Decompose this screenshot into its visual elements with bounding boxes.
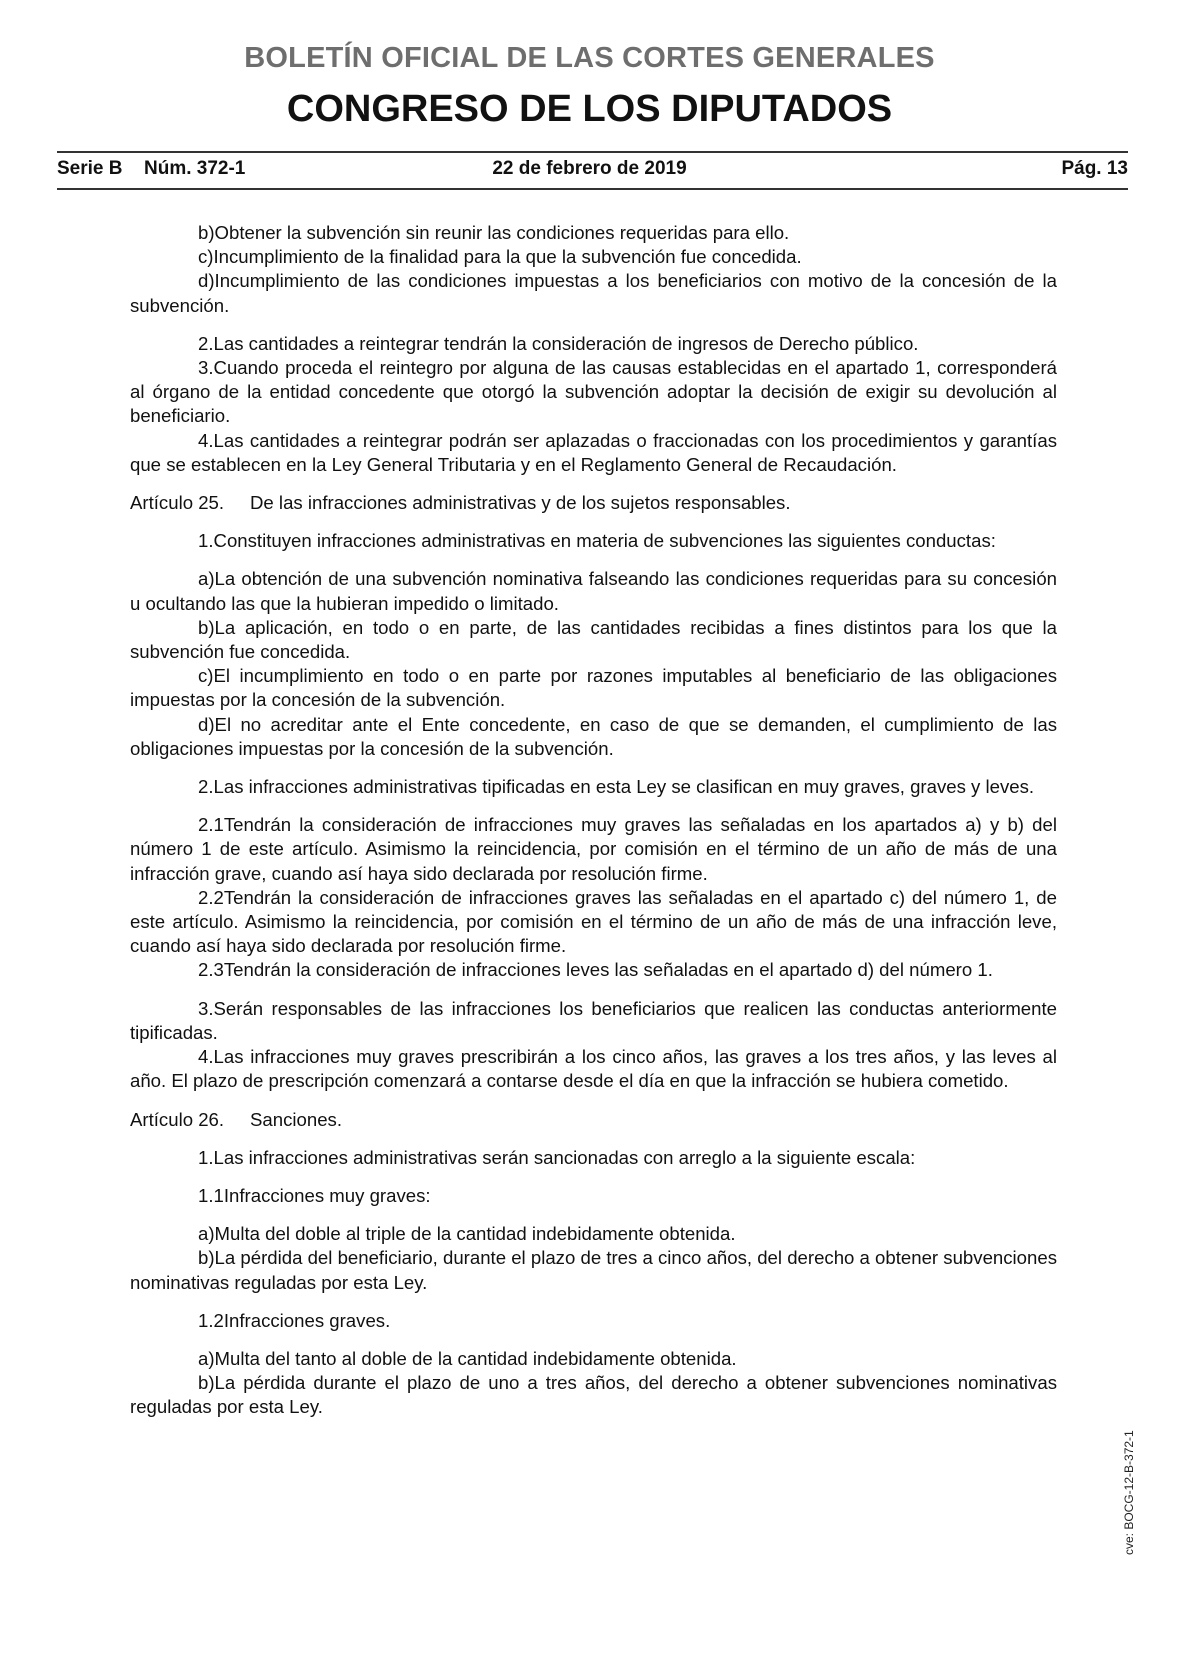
paragraph	[130, 332, 1057, 356]
paragraph-label: 1.	[198, 1146, 214, 1168]
paragraph-text: El no acreditar ante el Ente concedente, en caso de que se demanden, el cumplimiento de las obligaciones impuestas por la concesión de la subvención.	[130, 713, 1057, 759]
paragraph	[130, 529, 1057, 553]
paragraph-label: 1.2	[198, 1309, 224, 1331]
paragraph-text: Cuando proceda el reintegro por alguna de las causas establecidas en el apartado 1, corresponderá al órgano de la entidad concedente que otorgó la subvención adoptar la decisión de exigir su devolución al beneficiario.	[130, 357, 1057, 427]
paragraph-text: Las infracciones administrativas serán sancionadas con arreglo a la siguiente escala:	[213, 1146, 916, 1168]
paragraph-text: Las cantidades a reintegrar podrán ser aplazadas o fraccionadas con los procedimientos y garantías que se establecen en la Ley General Tributaria y en el Reglamento General de Recaudación.	[130, 429, 1057, 475]
paragraph-text: El incumplimiento en todo o en parte por razones imputables al beneficiario de las obligaciones impuestas por la concesión de la subvención.	[130, 665, 1057, 711]
header-rule-top	[57, 151, 1128, 153]
paragraph	[130, 1184, 1057, 1208]
paragraph-text: La pérdida durante el plazo de uno a tres años, del derecho a obtener subvenciones nominativas reguladas por esta Ley.	[130, 1372, 1057, 1418]
paragraph	[130, 356, 1057, 429]
paragraph-text: La pérdida del beneficiario, durante el plazo de tres a cinco años, del derecho a obtener subvenciones nominativas reguladas por esta Ley.	[130, 1247, 1057, 1293]
paragraph-text: Las infracciones muy graves prescribirán a los cinco años, las graves a los tres años, y las leves al año. El plazo de prescripción comenzará a contarse desde el día en que la infracción se hubiera cometido.	[130, 1046, 1057, 1092]
article-label: Artículo 26.	[130, 1108, 225, 1130]
paragraph	[130, 997, 1057, 1045]
paragraph	[130, 1371, 1057, 1419]
paragraph	[130, 813, 1057, 886]
paragraph-label: d)	[198, 713, 215, 735]
paragraph-text: Tendrán la consideración de infracciones muy graves las señaladas en los apartados a) y b) del número 1 de este artículo. Asimismo la reincidencia, por comisión en el término de un año de más de una infracción grave, cuando así haya sido declarada por resolución firme.	[130, 814, 1057, 884]
paragraph	[130, 1246, 1057, 1294]
paragraph	[130, 1347, 1057, 1371]
paragraph	[130, 616, 1057, 664]
article-label: Artículo 25.	[130, 492, 225, 514]
paragraph-label: 2.2	[198, 886, 224, 908]
page-number: Pág. 13	[1061, 158, 1128, 179]
article-heading-25	[130, 491, 1057, 515]
article-heading-26	[130, 1108, 1057, 1132]
paragraph-text: Infracciones graves.	[223, 1309, 391, 1331]
paragraph	[130, 245, 1057, 269]
article-title: Sanciones.	[250, 1108, 342, 1130]
paragraph-label: b)	[198, 1247, 215, 1269]
boletin-title: BOLETÍN OFICIAL DE LAS CORTES GENERALES	[244, 42, 935, 74]
header-rule-bottom	[57, 188, 1128, 190]
paragraph-label: 3.	[198, 357, 214, 379]
paragraph	[130, 775, 1057, 799]
paragraph	[130, 713, 1057, 761]
paragraph	[130, 1045, 1057, 1093]
paragraph-label: a)	[198, 1347, 215, 1369]
paragraph-label: b)	[198, 616, 215, 638]
paragraph-label: 4.	[198, 429, 214, 451]
paragraph	[130, 1222, 1057, 1246]
document-body	[130, 221, 1057, 1420]
paragraph	[130, 567, 1057, 615]
paragraph	[130, 429, 1057, 477]
paragraph-label: 2.	[198, 776, 214, 798]
paragraph	[130, 221, 1057, 245]
paragraph-text: Incumplimiento de la finalidad para la que la subvención fue concedida.	[213, 246, 802, 268]
paragraph-text: Serán responsables de las infracciones los beneficiarios que realicen las conductas anteriormente tipificadas.	[130, 997, 1057, 1043]
issue-date: 22 de febrero de 2019	[492, 158, 687, 179]
paragraph-label: b)	[198, 1372, 215, 1394]
paragraph-text: Las cantidades a reintegrar tendrán la consideración de ingresos de Derecho público.	[213, 332, 919, 354]
paragraph-text: Constituyen infracciones administrativas en materia de subvenciones las siguientes conductas:	[213, 530, 996, 552]
paragraph-label: 1.	[198, 530, 214, 552]
paragraph-label: 2.	[198, 332, 214, 354]
paragraph-label: b)	[198, 222, 215, 243]
paragraph	[130, 886, 1057, 959]
congreso-title: CONGRESO DE LOS DIPUTADOS	[286, 88, 893, 130]
article-title: De las infracciones administrativas y de los sujetos responsables.	[250, 492, 791, 514]
paragraph-text: Infracciones muy graves:	[223, 1184, 431, 1206]
paragraph-text: Multa del tanto al doble de la cantidad indebidamente obtenida.	[214, 1347, 737, 1369]
serie-label: Serie B	[57, 158, 123, 179]
paragraph-text: Las infracciones administrativas tipificadas en esta Ley se clasifican en muy graves, graves y leves.	[213, 776, 1035, 798]
paragraph-text: La aplicación, en todo o en parte, de las cantidades recibidas a fines distintos para los que la subvención fue concedida.	[130, 616, 1057, 663]
paragraph-text: La obtención de una subvención nominativa falseando las condiciones requeridas para su concesión u ocultando las que la hubieran impedido o limitado.	[130, 568, 1057, 614]
paragraph-label: 3.	[198, 997, 214, 1019]
paragraph-label: c)	[198, 665, 214, 687]
paragraph-label: 4.	[198, 1046, 214, 1068]
paragraph-text: Incumplimiento de las condiciones impuestas a los beneficiarios con motivo de la concesión de la subvención.	[130, 270, 1057, 316]
paragraph-label: 2.1	[198, 814, 224, 836]
paragraph	[130, 664, 1057, 712]
paragraph-label: a)	[198, 568, 215, 590]
paragraph	[130, 269, 1057, 317]
paragraph-label: c)	[198, 246, 214, 268]
paragraph-text: Obtener la subvención sin reunir las condiciones requeridas para ello.	[214, 222, 790, 243]
paragraph	[130, 958, 1057, 982]
paragraph-text: Tendrán la consideración de infracciones graves las señaladas en el apartado c) del número 1, de este artículo. Asimismo la reincidencia, por comisión en el término de un año de más de una infracción leve, cuando así haya sido declarada por resolución firme.	[130, 886, 1057, 957]
cve-code: cve: BOCG-12-B-372-1	[1122, 1430, 1136, 1555]
paragraph	[130, 1146, 1057, 1170]
paragraph-label: a)	[198, 1223, 215, 1245]
paragraph-label: 2.3	[198, 959, 224, 981]
issue-number: Núm. 372-1	[144, 158, 246, 179]
paragraph-label: 1.1	[198, 1184, 224, 1206]
paragraph-text: Tendrán la consideración de infracciones leves las señaladas en el apartado d) del número 1.	[223, 959, 993, 981]
paragraph	[130, 1309, 1057, 1333]
paragraph-text: Multa del doble al triple de la cantidad indebidamente obtenida.	[214, 1223, 736, 1245]
paragraph-label: d)	[198, 270, 215, 292]
